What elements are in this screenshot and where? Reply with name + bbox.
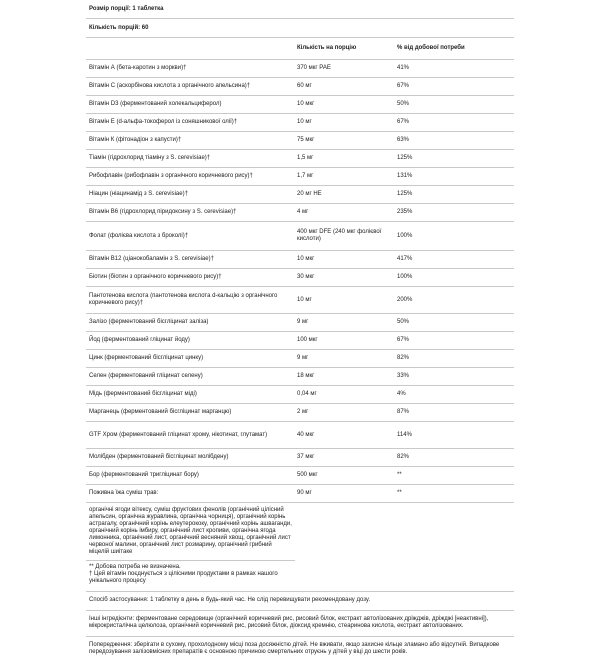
table-row xyxy=(86,367,514,385)
nutrient-name: Біотин (біотин з органічного коричневого рису)† xyxy=(89,274,222,280)
table-row xyxy=(86,77,514,95)
table-row xyxy=(86,466,514,484)
nutrient-daily-value: 4% xyxy=(397,391,406,397)
servings-per-container: Кількість порцій: 60 xyxy=(89,24,149,31)
table-row xyxy=(86,167,514,185)
nutrient-name: Марганець (ферментований бісгліцинат марганцю) xyxy=(89,409,232,415)
nutrient-name: Вітамін В6 (гідрохлорид піридоксину з S. cerevisiae)† xyxy=(89,209,237,215)
nutrient-daily-value: 50% xyxy=(397,319,410,325)
nutrient-name: Йод (ферментований гліцинат йоду) xyxy=(89,337,190,343)
nutrient-amount: 60 мг xyxy=(297,83,312,89)
nutrient-daily-value: 87% xyxy=(397,409,410,415)
herb-blend-ingredients: органічні ягоди вітексу, суміш фруктових фенолів (органічний цілісний апельсин, органічна журавлина, органічна чорниця), органічний корінь астрагалу, органічний корінь елеутерококу, органічний корінь ашваганди, органічний корінь імбиру, органічний лист кропиви, органічна ягода лимонника, органічний лист, органічний весняний хвощ, органічний лист червоної малини, органічний лист розмарину, органічний грибний міцелій шиітаке xyxy=(89,507,292,555)
nutrient-name: Цинк (ферментований бісгліцинат цинку) xyxy=(89,355,204,361)
nutrient-amount: 370 мкг РАЕ xyxy=(297,65,331,71)
table-header xyxy=(86,38,514,59)
nutrient-daily-value: 200% xyxy=(397,296,413,303)
nutrient-amount: 9 мг xyxy=(297,319,309,325)
table-row xyxy=(86,484,514,502)
directions: Спосіб застосування: 1 таблетку в день в будь-який час. Не слід перевищувати рекомендовану дозу. xyxy=(89,597,370,603)
table-row xyxy=(86,385,514,403)
supplement-facts-panel xyxy=(86,0,514,656)
nutrient-daily-value: 100% xyxy=(397,274,413,280)
table-row xyxy=(86,185,514,203)
table-row xyxy=(86,313,514,331)
nutrient-name: Вітамін К (фітонадіон з капусти)† xyxy=(89,137,182,143)
table-row xyxy=(86,448,514,466)
table-row xyxy=(86,59,514,77)
nutrient-daily-value: 100% xyxy=(397,232,413,239)
nutrient-daily-value: 67% xyxy=(397,83,410,89)
nutrient-amount: 100 мкг xyxy=(297,337,318,343)
table-row xyxy=(86,113,514,131)
nutrient-amount: 10 мкг xyxy=(297,101,315,107)
nutrient-daily-value: 50% xyxy=(397,101,410,107)
table-row xyxy=(86,403,514,421)
nutrient-daily-value: 125% xyxy=(397,191,413,197)
header-amount: Кількість на порцію xyxy=(297,45,357,51)
nutrient-daily-value: 235% xyxy=(397,209,413,215)
nutrient-name: Тіамін (гідрохлорид тіаміну з S. cerevisiae)† xyxy=(89,155,211,161)
nutrient-name: Бор (ферментований тригліцинат бору) xyxy=(89,472,199,478)
warning: Попередження: зберігати в сухому, прохолодному місці поза досяжністю дітей. Не вживати, якщо захисне кільце зламано або відсутній. Випадкове передозування залізовмісних препаратів є основною причиною смертельних отруєнь у дітей у віці до шести років. xyxy=(89,642,500,655)
nutrient-daily-value: 33% xyxy=(397,373,410,379)
nutrient-amount: 2 мг xyxy=(297,409,309,415)
nutrient-amount: 37 мкг xyxy=(297,454,315,460)
nutrient-amount: 20 мг НЕ xyxy=(297,191,322,197)
nutrient-amount: 10 мг xyxy=(297,296,312,303)
other-ingredients: Інші інгредієнти: ферментоване середовище (органічний коричневий рис, рисовий білок, екстракт автолізованих дріжджів, дріжджі [неактивні]), мікрокристалічна целюлоза, органічний коричневий рис, рисовий білок, діоксид кремнію, стеаринова кислота, екстракт автолізованих. xyxy=(89,616,489,629)
nutrient-amount: 4 мг xyxy=(297,209,309,215)
nutrient-name: Пантотенова кислота (пантотенова кислота d-кальцію з органічного коричневого рису)† xyxy=(89,293,278,306)
nutrient-daily-value: 63% xyxy=(397,137,410,143)
footnote-dagger: † Цей вітамін поєднується з цілісними продуктами в рамках нашого унікального процесу xyxy=(89,571,278,584)
nutrient-amount: 90 мг xyxy=(297,490,312,496)
nutrient-amount: 400 мкг DFE (240 мкг фолієвої кислоти) xyxy=(297,229,382,242)
nutrient-daily-value: 131% xyxy=(397,173,413,179)
nutrient-daily-value: 67% xyxy=(397,337,410,343)
nutrient-name: Селен (ферментований гліцинат селену) xyxy=(89,373,203,379)
nutrient-daily-value: 417% xyxy=(397,256,413,262)
nutrient-name: Ніацин (ніацинамід з S. cerevisiae)† xyxy=(89,191,188,197)
nutrient-daily-value: ** xyxy=(397,472,402,478)
nutrient-name: Молібден (ферментований бісгліцинат молібдену) xyxy=(89,454,229,460)
nutrient-name: Рибофлавін (рибофлавін з органічного коричневого рису)† xyxy=(89,173,253,179)
nutrient-daily-value: 82% xyxy=(397,355,410,361)
nutrient-name: Поживна їжа суміш трав: xyxy=(89,490,159,496)
nutrient-table xyxy=(86,59,514,502)
nutrient-name: Вітамін D3 (ферментований холекальциферол) xyxy=(89,101,222,107)
nutrient-name: Вітамін Е (d-альфа-токоферол із соняшникової олії)† xyxy=(89,119,238,125)
nutrient-daily-value: ** xyxy=(397,490,402,496)
table-row xyxy=(86,349,514,367)
nutrient-name: Вітамін С (аскорбінова кислота з органічного апельсина)† xyxy=(89,83,251,89)
nutrient-name: Залізо (ферментований бісгліцинат заліза) xyxy=(89,319,209,325)
nutrient-amount: 18 мкг xyxy=(297,373,315,379)
table-row xyxy=(86,250,514,268)
footnote-dv: ** Добова потреба не визначена. xyxy=(89,564,181,570)
nutrient-daily-value: 67% xyxy=(397,119,410,125)
nutrient-amount: 10 мг xyxy=(297,119,312,125)
nutrient-name: Мідь (ферментований бісгліцинат міді) xyxy=(89,391,197,397)
table-row xyxy=(86,286,514,313)
nutrient-amount: 40 мкг xyxy=(297,431,315,438)
nutrient-name: GTF Хром (ферментований гліцинат хрому, нікотинат, глутамат) xyxy=(89,431,268,438)
nutrient-name: Фолат (фолієва кислота з броколі)† xyxy=(89,232,189,239)
table-row xyxy=(86,149,514,167)
header-daily-value: % від добової потреби xyxy=(397,45,465,51)
nutrient-amount: 9 мг xyxy=(297,355,309,361)
footnotes xyxy=(86,561,292,589)
nutrient-amount: 1,7 мг xyxy=(297,173,314,179)
table-row xyxy=(86,421,514,448)
nutrient-amount: 75 мкг xyxy=(297,137,315,143)
nutrient-amount: 0,04 мг xyxy=(297,391,317,397)
nutrient-daily-value: 125% xyxy=(397,155,413,161)
nutrient-amount: 1,5 мг xyxy=(297,155,314,161)
table-row xyxy=(86,221,514,250)
table-row xyxy=(86,95,514,113)
nutrient-daily-value: 82% xyxy=(397,454,410,460)
table-row xyxy=(86,203,514,221)
nutrient-daily-value: 41% xyxy=(397,65,410,71)
nutrient-amount: 30 мкг xyxy=(297,274,315,280)
nutrient-daily-value: 114% xyxy=(397,431,412,438)
table-row xyxy=(86,331,514,349)
nutrient-amount: 500 мкг xyxy=(297,472,318,478)
serving-size: Розмір порції: 1 таблетка xyxy=(89,5,164,12)
nutrient-name: Вітамін В12 (ціанокобаламін з S. cerevisiae)† xyxy=(89,256,214,262)
nutrient-amount: 10 мкг xyxy=(297,256,315,262)
table-row xyxy=(86,268,514,286)
table-row xyxy=(86,131,514,149)
nutrient-name: Вітамін А (бета-каротин з моркви)† xyxy=(89,65,187,71)
